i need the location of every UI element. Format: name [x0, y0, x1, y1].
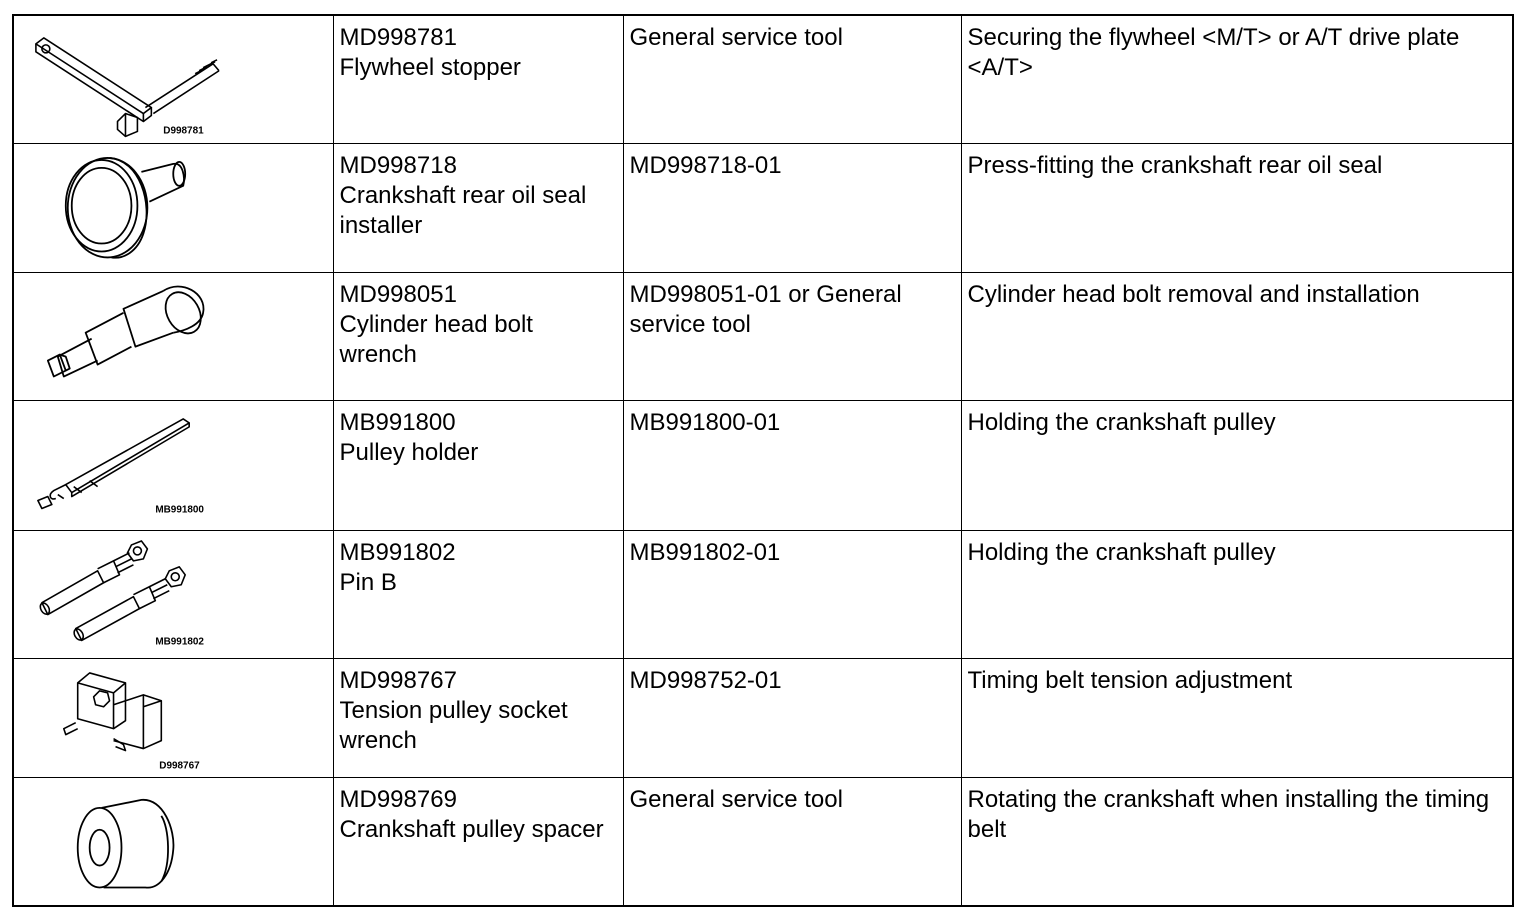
tool-name: Tension pulley socket wrench	[339, 696, 568, 754]
supersession-text: MB991802-01	[629, 538, 781, 566]
supersession-cell	[623, 144, 961, 272]
table-row	[13, 144, 1513, 272]
part-cell	[333, 144, 623, 272]
application-cell	[961, 658, 1513, 777]
application-text: Holding the crankshaft pulley	[967, 538, 1276, 566]
supersession-text: MB991800-01	[629, 409, 781, 437]
part-cell	[333, 658, 623, 777]
part-cell	[333, 530, 623, 658]
supersession-cell	[623, 401, 961, 530]
supersession-text: MD998051-01 or General service tool	[629, 280, 902, 338]
part-cell	[333, 272, 623, 400]
part-number: MD998718	[339, 152, 457, 180]
application-cell	[961, 15, 1513, 144]
application-cell	[961, 530, 1513, 658]
supersession-text: MD998752-01	[629, 666, 782, 694]
supersession-text: General service tool	[629, 24, 843, 51]
tool-illustration-cell	[13, 658, 333, 777]
supersession-cell	[623, 778, 961, 906]
table-row	[13, 658, 1513, 777]
application-cell	[961, 144, 1513, 272]
table-row	[13, 401, 1513, 530]
application-text: Press-fitting the crankshaft rear oil seal	[967, 152, 1383, 180]
pin-b-icon	[14, 531, 333, 658]
tool-illustration-cell	[13, 272, 333, 400]
table-row	[13, 272, 1513, 400]
application-text: Cylinder head bolt removal and installation	[967, 280, 1420, 308]
supersession-cell	[623, 658, 961, 777]
tool-name: Pin B	[339, 568, 397, 596]
part-number: MD998051	[339, 280, 457, 308]
special-tools-table	[12, 14, 1514, 907]
part-cell	[333, 778, 623, 906]
part-cell	[333, 401, 623, 530]
tool-name: Crankshaft pulley spacer	[339, 816, 604, 844]
application-text: Holding the crankshaft pulley	[967, 409, 1276, 437]
tool-name: Pulley holder	[339, 439, 479, 467]
application-cell	[961, 272, 1513, 400]
cylinder-head-bolt-wrench-icon	[14, 273, 333, 400]
application-text: Rotating the crankshaft when installing the timing belt	[967, 786, 1490, 844]
image-label: MB991800	[155, 504, 204, 516]
application-cell	[961, 401, 1513, 530]
tool-name: Cylinder head bolt wrench	[339, 310, 533, 368]
tool-illustration-cell	[13, 401, 333, 530]
table-row	[13, 15, 1513, 144]
crankshaft-pulley-spacer-icon	[14, 778, 333, 904]
table-row	[13, 530, 1513, 658]
part-number: MD998767	[339, 666, 457, 694]
part-number: MD998769	[339, 786, 457, 814]
supersession-cell	[623, 15, 961, 144]
application-text: Securing the flywheel <M/T> or A/T drive plate <A/T>	[967, 24, 1460, 81]
supersession-cell	[623, 530, 961, 658]
supersession-text: MD998718-01	[629, 152, 782, 180]
flywheel-stopper-icon	[14, 16, 333, 143]
image-label: MB991802	[155, 636, 204, 648]
image-label: D998767	[159, 760, 200, 772]
tool-illustration-cell	[13, 144, 333, 272]
tool-illustration-cell	[13, 15, 333, 144]
application-text: Timing belt tension adjustment	[967, 666, 1293, 694]
pulley-holder-icon	[14, 401, 333, 529]
image-label: D998781	[163, 125, 204, 137]
part-number: MD998781	[339, 24, 457, 51]
supersession-cell	[623, 272, 961, 400]
tension-pulley-socket-wrench-icon	[14, 659, 333, 777]
tool-illustration-cell	[13, 530, 333, 658]
tool-name: Crankshaft rear oil seal installer	[339, 182, 587, 240]
crankshaft-rear-oil-seal-installer-icon	[14, 144, 333, 271]
part-number: MB991802	[339, 538, 456, 566]
table-row	[13, 778, 1513, 906]
tool-name: Flywheel stopper	[339, 54, 521, 81]
supersession-text: General service tool	[629, 786, 843, 814]
tool-illustration-cell	[13, 778, 333, 906]
part-number: MB991800	[339, 409, 456, 437]
application-cell	[961, 778, 1513, 906]
part-cell	[333, 15, 623, 144]
